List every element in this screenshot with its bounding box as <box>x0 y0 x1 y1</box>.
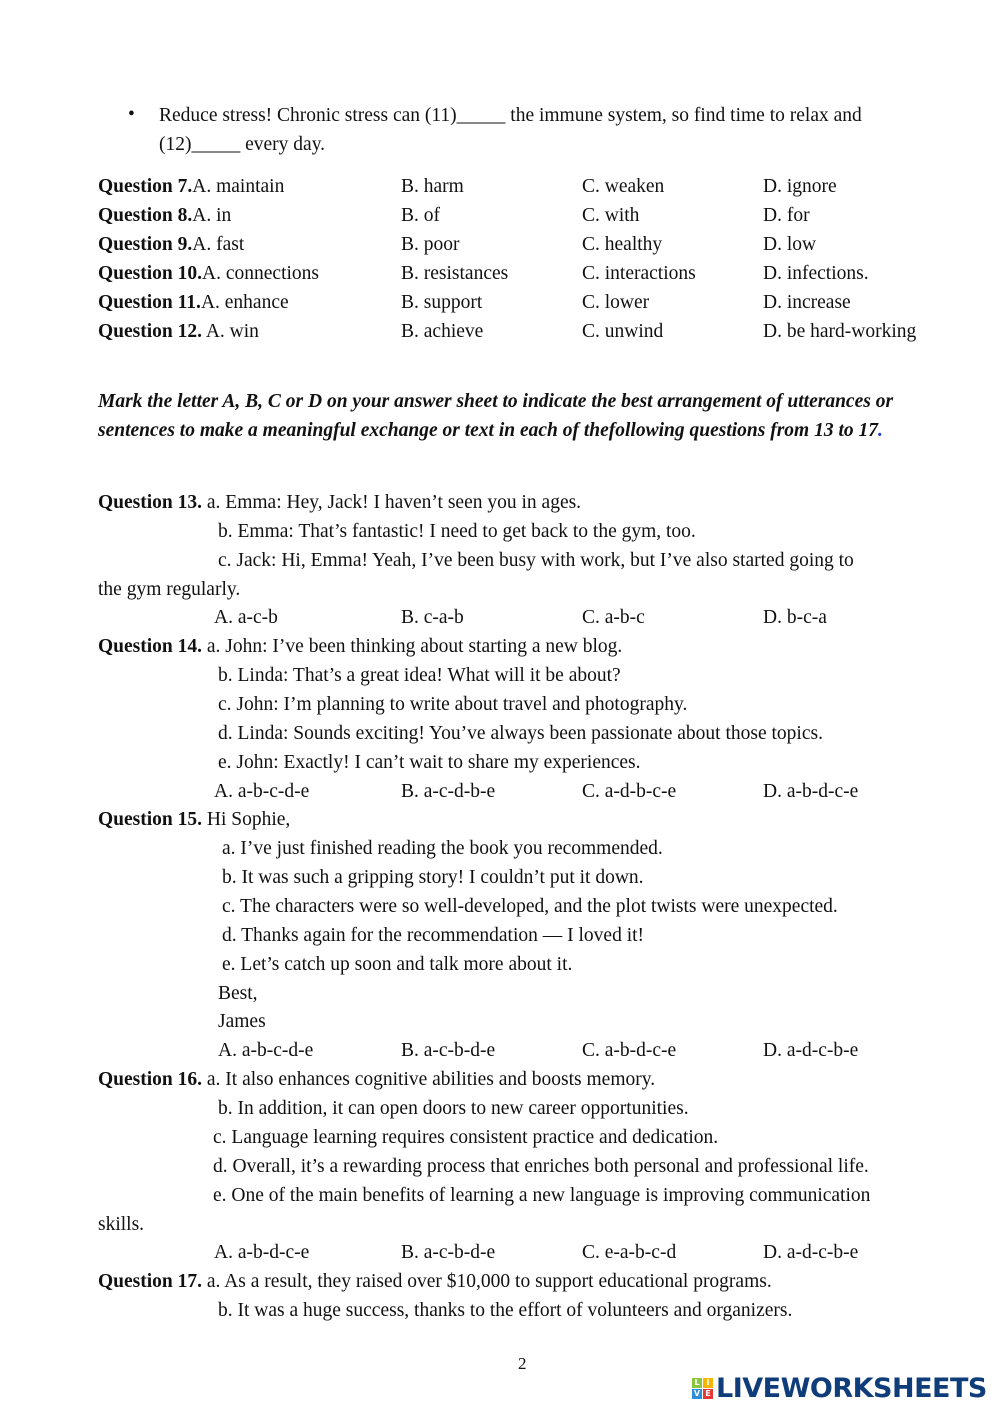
instruction-text: Mark the letter A, B, C or D on your answer sheet to indicate the best arrangement of utterances or sentences to make a meaningful exchange or text in each of thefollowing questions from 13 to 17 <box>98 391 894 441</box>
item-b: b. Emma: That’s fantastic! I need to get back to the gym, too. <box>218 520 696 542</box>
item-e: e. One of the main benefits of learning a new language is improving communication <box>213 1184 871 1206</box>
text-line <box>0 748 1000 777</box>
logo-tiles-icon <box>692 1378 713 1399</box>
text-line <box>0 805 1000 834</box>
text-line <box>0 661 1000 690</box>
option-a[interactable]: A. a-b-c-d-e <box>214 780 310 802</box>
option-b[interactable]: B. support <box>401 292 483 313</box>
question-label: Question 15. <box>98 809 203 831</box>
text-line <box>0 834 1000 863</box>
text-line <box>0 863 1000 892</box>
option-b[interactable]: B. harm <box>401 176 464 197</box>
text-line <box>0 690 1000 719</box>
question-label: Question 11. <box>98 292 201 313</box>
text-line <box>0 1036 1000 1065</box>
text-line <box>0 719 1000 748</box>
item-greeting: Hi Sophie, <box>202 809 291 831</box>
text-line <box>0 1267 1000 1296</box>
option-c[interactable]: C. unwind <box>582 321 664 342</box>
option-d[interactable]: D. b-c-a <box>763 607 827 629</box>
item-c2: the gym regularly. <box>98 578 241 600</box>
option-b[interactable]: B. a-c-b-d-e <box>401 1242 496 1264</box>
text-line <box>0 1210 1000 1239</box>
bullet-icon: • <box>128 104 135 125</box>
passage-line: (12)_____ every day. <box>159 134 326 155</box>
text-line <box>0 892 1000 921</box>
option-c[interactable]: C. e-a-b-c-d <box>582 1242 677 1264</box>
item-b: b. It was a huge success, thanks to the effort of volunteers and organizers. <box>218 1300 793 1322</box>
text-line <box>0 979 1000 1008</box>
option-a[interactable]: A. in <box>192 205 232 226</box>
question-row <box>0 230 1000 259</box>
text-line <box>0 517 1000 546</box>
text-line <box>0 1065 1000 1094</box>
logo-tile: V <box>693 1389 701 1398</box>
question-label: Question 13. <box>98 492 203 513</box>
text-line <box>0 1296 1000 1325</box>
option-d[interactable]: D. a-b-d-c-e <box>763 780 859 802</box>
option-d[interactable]: D. ignore <box>763 176 837 197</box>
option-c[interactable]: C. interactions <box>582 263 696 284</box>
item-e: e. Let’s catch up soon and talk more about it. <box>222 953 573 975</box>
option-b[interactable]: B. poor <box>401 234 460 255</box>
option-c[interactable]: C. healthy <box>582 234 663 255</box>
text-line <box>0 950 1000 979</box>
option-c[interactable]: C. lower <box>582 292 650 313</box>
item-signature: James <box>218 1011 266 1033</box>
item-c: c. The characters were so well-developed, and the plot twists were unexpected. <box>222 896 838 918</box>
question-label: Question 9. <box>98 234 193 255</box>
option-d[interactable]: D. a-d-c-b-e <box>763 1242 859 1264</box>
option-a[interactable]: A. a-c-b <box>214 607 278 629</box>
option-a[interactable]: A. enhance <box>200 292 289 313</box>
option-c[interactable]: C. a-b-c <box>582 607 645 629</box>
option-b[interactable]: B. resistances <box>401 263 509 284</box>
item-c: c. Jack: Hi, Emma! Yeah, I’ve been busy with work, but I’ve also started going to <box>218 549 854 571</box>
option-d[interactable]: D. low <box>763 234 817 255</box>
instruction-period: . <box>878 420 883 441</box>
option-c[interactable]: C. weaken <box>582 176 665 197</box>
logo-tile: L <box>692 1378 702 1388</box>
question-row <box>0 259 1000 288</box>
option-a[interactable]: A. a-b-d-c-e <box>214 1242 310 1264</box>
option-b[interactable]: B. a-c-d-b-e <box>401 780 496 802</box>
passage-line: Reduce stress! Chronic stress can (11)_____ the immune system, so find time to relax and <box>159 105 862 126</box>
option-d[interactable]: D. for <box>763 205 810 226</box>
option-b[interactable]: B. a-c-b-d-e <box>401 1040 496 1062</box>
text-line <box>0 1238 1000 1267</box>
option-c[interactable]: C. with <box>582 205 640 226</box>
liveworksheets-logo <box>692 1373 987 1404</box>
question-row <box>0 317 1000 346</box>
item-c: c. John: I’m planning to write about travel and photography. <box>218 694 688 716</box>
item-a: a. John: I’ve been thinking about starting a new blog. <box>202 636 623 658</box>
item-a: a. As a result, they raised over $10,000 to support educational programs. <box>202 1271 772 1293</box>
option-d[interactable]: D. infections. <box>763 263 869 284</box>
logo-tile: E <box>703 1389 713 1399</box>
question-label: Question 17. <box>98 1271 203 1293</box>
item-a: a. It also enhances cognitive abilities and boosts memory. <box>202 1069 656 1091</box>
question-label: Question 8. <box>98 205 193 226</box>
text-line <box>0 1123 1000 1152</box>
item-e: e. John: Exactly! I can’t wait to share my experiences. <box>218 751 641 773</box>
item-b: b. It was such a gripping story! I couldn’t put it down. <box>222 867 644 889</box>
question-label: Question 14. <box>98 636 203 658</box>
item-b: b. Linda: That’s a great idea! What will it be about? <box>218 665 621 687</box>
option-d[interactable]: D. increase <box>763 292 851 313</box>
instruction <box>98 387 958 445</box>
question-row <box>0 288 1000 317</box>
option-c[interactable]: C. a-d-b-c-e <box>582 780 677 802</box>
option-a[interactable]: A. maintain <box>192 176 285 197</box>
item-d: d. Overall, it’s a rewarding process that enriches both personal and professional life. <box>213 1155 869 1177</box>
question-row <box>0 201 1000 230</box>
logo-text: LIVEWORKSHEETS <box>716 1373 987 1404</box>
option-a[interactable]: A. fast <box>192 234 245 255</box>
item-b: b. In addition, it can open doors to new career opportunities. <box>218 1098 689 1120</box>
item-closing: Best, <box>218 982 258 1004</box>
text-line <box>0 575 1000 604</box>
option-b[interactable]: B. of <box>401 205 440 226</box>
question-label: Question 10. <box>98 263 203 284</box>
item-d: d. Thanks again for the recommendation — I loved it! <box>222 924 645 946</box>
item-e2: skills. <box>98 1213 145 1235</box>
text-line <box>0 1152 1000 1181</box>
text-line <box>0 488 1000 517</box>
item-c: c. Language learning requires consistent practice and dedication. <box>213 1126 719 1148</box>
text-line <box>0 1181 1000 1210</box>
option-a[interactable]: A. win <box>202 321 259 342</box>
option-b[interactable]: B. c-a-b <box>401 607 464 629</box>
option-a[interactable]: A. a-b-c-d-e <box>218 1040 314 1062</box>
text-line <box>0 603 1000 632</box>
text-line <box>0 1007 1000 1036</box>
question-label: Question 12. <box>98 321 203 342</box>
text-line <box>0 777 1000 806</box>
question-label: Question 7. <box>98 176 193 197</box>
item-d: d. Linda: Sounds exciting! You’ve always been passionate about those topics. <box>218 722 823 744</box>
item-a: a. Emma: Hey, Jack! I haven’t seen you in ages. <box>202 492 582 513</box>
option-d[interactable]: D. be hard-working <box>763 321 917 342</box>
question-label: Question 16. <box>98 1069 203 1091</box>
page-number: 2 <box>518 1354 527 1373</box>
text-line <box>0 921 1000 950</box>
option-b[interactable]: B. achieve <box>401 321 484 342</box>
text-line <box>0 1094 1000 1123</box>
option-a[interactable]: A. connections <box>202 263 319 284</box>
logo-tile: I <box>703 1378 713 1388</box>
item-a: a. I’ve just finished reading the book you recommended. <box>222 838 663 860</box>
question-row <box>0 172 1000 201</box>
text-line <box>0 546 1000 575</box>
text-line <box>0 632 1000 661</box>
option-c[interactable]: C. a-b-d-c-e <box>582 1040 677 1062</box>
option-d[interactable]: D. a-d-c-b-e <box>763 1040 859 1062</box>
